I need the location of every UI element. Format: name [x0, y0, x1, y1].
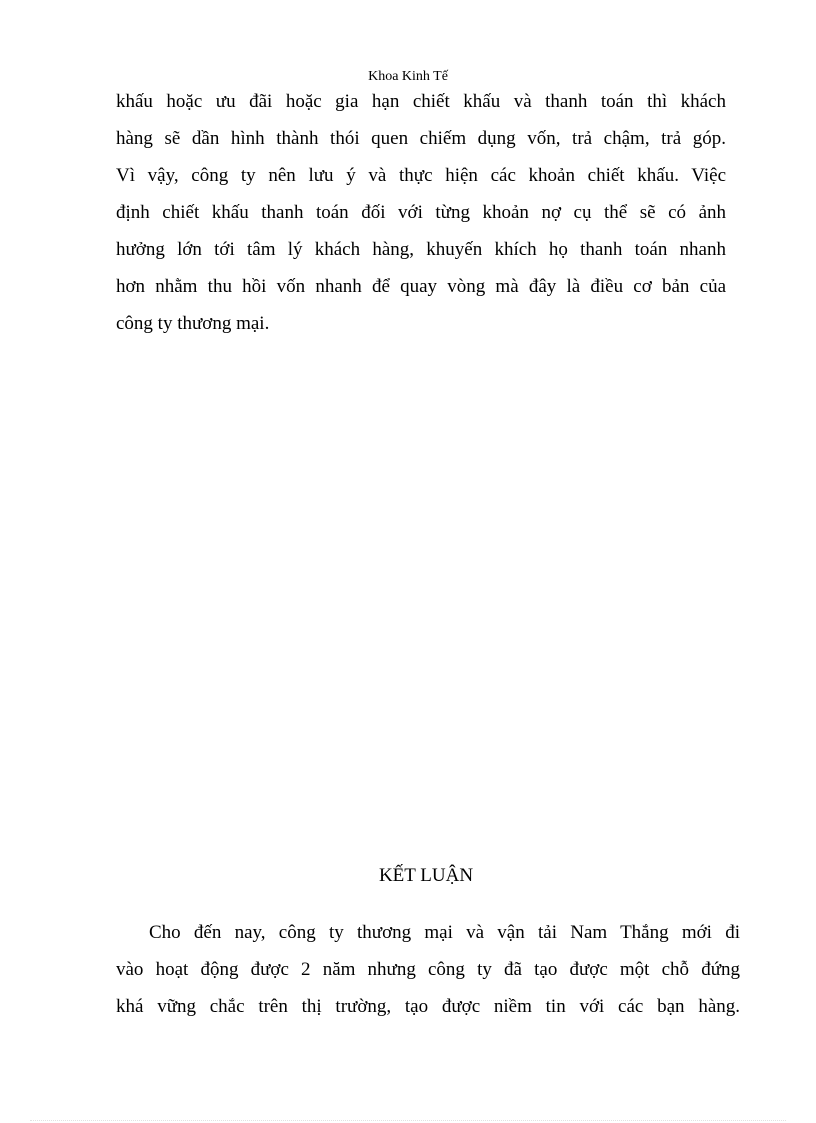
text-line-6: hơn nhằm thu hồi vốn nhanh để quay vòng mà đây là điều cơ bản của	[116, 276, 726, 297]
text-line-5: hưởng lớn tới tâm lý khách hàng, khuyến khích họ thanh toán nhanh	[116, 239, 726, 260]
conclusion-line-2: vào hoạt động được 2 năm nhưng công ty đã tạo được một chỗ đứng	[116, 959, 740, 980]
paragraph-top	[116, 83, 726, 342]
text-line-3: Vì vậy, công ty nên lưu ý và thực hiện các khoản chiết khấu. Việc	[116, 165, 726, 186]
text-line-1: khấu hoặc ưu đãi hoặc gia hạn chiết khấu và thanh toán thì khách	[116, 91, 726, 112]
paragraph-conclusion	[116, 914, 740, 1025]
section-heading-conclusion: KẾT LUẬN	[378, 865, 474, 886]
page-bottom-rule	[30, 1120, 786, 1121]
text-line-4: định chiết khấu thanh toán đối với từng khoản nợ cụ thể sẽ có ảnh	[116, 202, 726, 223]
conclusion-line-3: khá vững chắc trên thị trường, tạo được niềm tin với các bạn hàng.	[116, 996, 740, 1017]
page-header: Khoa Kinh Tế	[368, 69, 448, 84]
conclusion-line-1: Cho đến nay, công ty thương mại và vận tải Nam Thắng mới đi	[149, 922, 740, 943]
text-line-2: hàng sẽ dần hình thành thói quen chiếm dụng vốn, trả chậm, trả góp.	[116, 128, 726, 149]
text-line-7: công ty thương mại.	[116, 313, 270, 334]
